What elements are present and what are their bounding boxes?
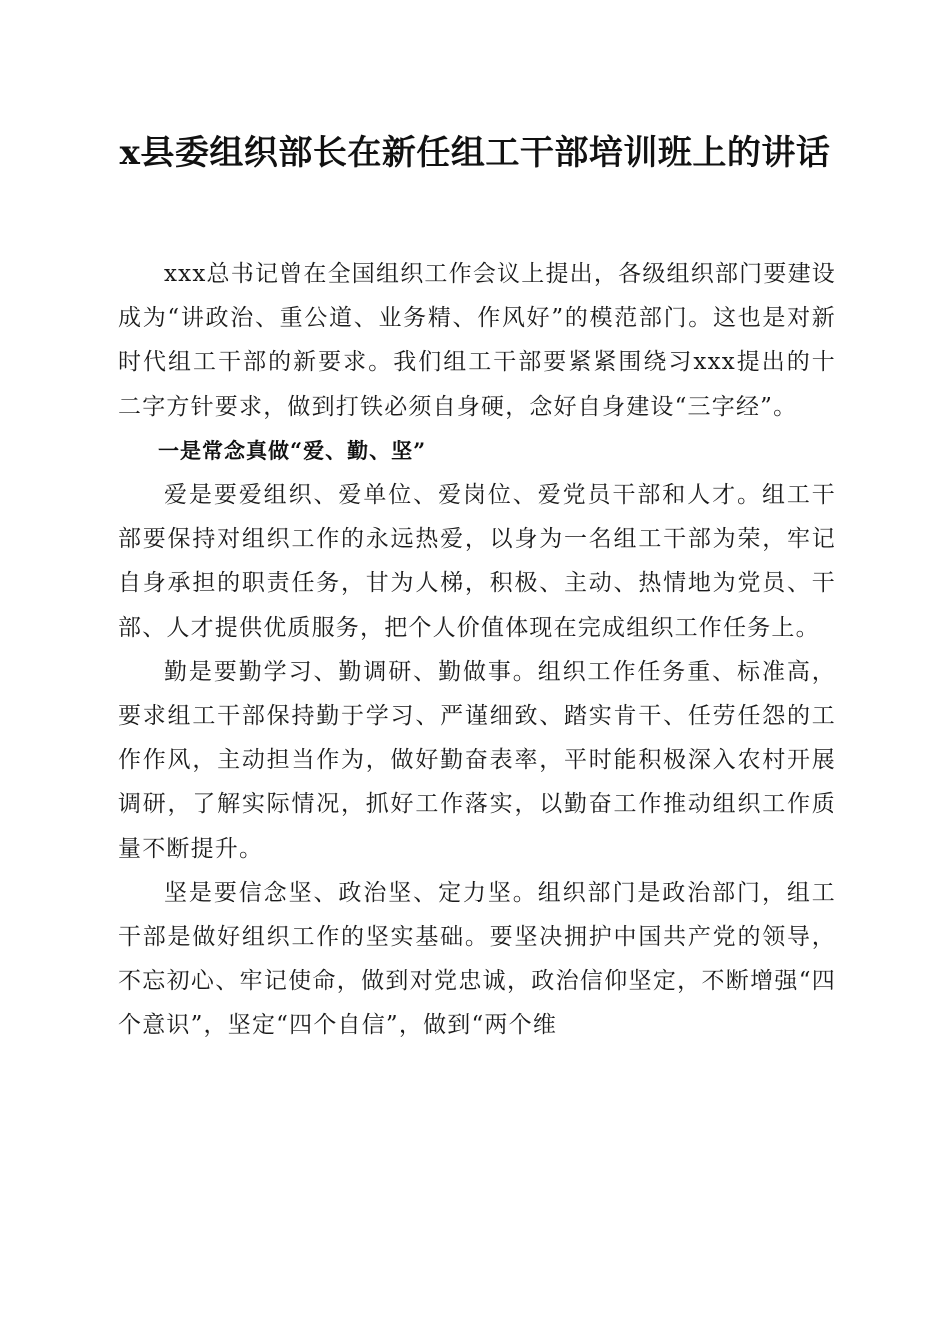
document-body <box>118 252 836 1048</box>
paragraph-intro: xxx总书记曾在全国组织工作会议上提出，各级组织部门要建设成为“讲政治、重公道、业务精、作风好”的模范部门。这也是对新时代组工干部的新要求。我们组工干部要紧紧围绕习xxx提出的十二字方针要求，做到打铁必须自身硬，念好自身建设“三字经”。 <box>118 261 836 420</box>
section-heading-1: 一是常念真做“爱、勤、坚” <box>158 437 427 463</box>
document-title: x县委组织部长在新任组工干部培训班上的讲话 <box>119 133 831 173</box>
paragraph-diligence: 勤是要勤学习、勤调研、勤做事。组织工作任务重、标准高，要求组工干部保持勤于学习、严谨细致、踏实肯干、任劳任怨的工作作风，主动担当作为，做好勤奋表率，平时能积极深入农村开展调研，了解实际情况，抓好工作落实，以勤奋工作推动组织工作质量不断提升。 <box>118 658 836 862</box>
paragraph-love: 爱是要爱组织、爱单位、爱岗位、爱党员干部和人才。组工干部要保持对组织工作的永远热爱，以身为一名组工干部为荣，牢记自身承担的职责任务，甘为人梯，积极、主动、热情地为党员、干部、人才提供优质服务，把个人价值体现在完成组织工作任务上。 <box>118 482 836 641</box>
paragraph-firmness: 坚是要信念坚、政治坚、定力坚。组织部门是政治部门，组工干部是做好组织工作的坚实基础。要坚决拥护中国共产党的领导，不忘初心、牢记使命，做到对党忠诚，政治信仰坚定，不断增强“四个意识”，坚定“四个自信”，做到“两个维 <box>118 879 836 1039</box>
